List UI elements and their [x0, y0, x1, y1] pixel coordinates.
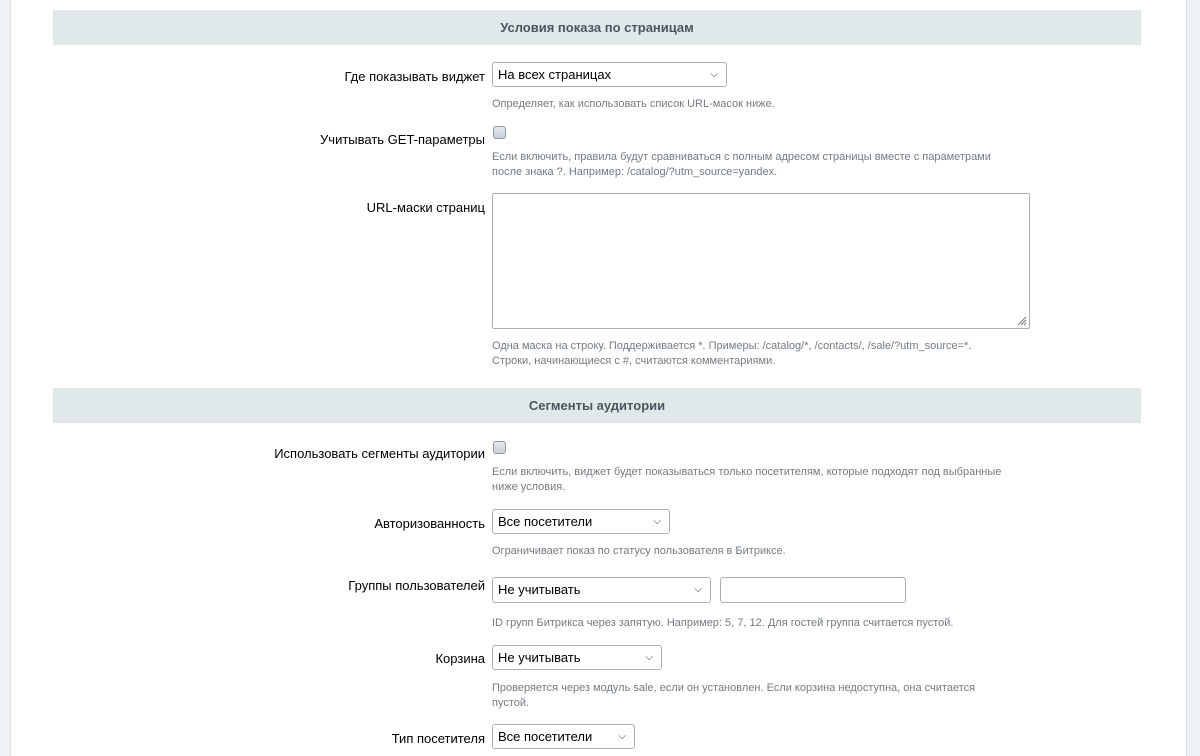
auth-label: Авторизованность: [374, 516, 485, 531]
chevron-down-icon: ⌵: [645, 652, 653, 663]
cart-select[interactable]: [492, 645, 662, 670]
auth-hint: Ограничивает показ по статусу пользователя в Битриксе.: [492, 545, 786, 557]
chevron-down-icon: ⌵: [618, 731, 626, 742]
url-masks-label: URL-маски страниц: [366, 200, 485, 215]
section-header-segments: Сегменты аудитории: [53, 388, 1141, 423]
cart-value: Не учитывать: [498, 650, 581, 665]
use-segments-checkbox[interactable]: [493, 441, 506, 454]
get-params-hint: Если включить, правила будут сравниваться с полным адресом страницы вместе с параметрами после знака ?. Например: /catalog/?utm_source=yandex.: [492, 151, 991, 178]
user-groups-hint: ID групп Битрикса через запятую. Например: 5, 7, 12. Для гостей группа считается пустой.: [492, 617, 954, 629]
use-segments-label: Использовать сегменты аудитории: [274, 446, 485, 461]
cart-label: Корзина: [435, 651, 485, 666]
settings-page: [10, 0, 1187, 756]
url-masks-textarea[interactable]: [492, 193, 1030, 329]
url-masks-hint: Одна маска на строку. Поддерживается *. Примеры: /catalog/*, /contacts/, /sale/?utm_source=*. Строки, начинающиеся с #, считаются комментариями.: [492, 340, 972, 367]
chevron-down-icon: ⌵: [710, 69, 718, 80]
visitor-type-value: Все посетители: [498, 729, 593, 744]
use-segments-hint: Если включить, виджет будет показываться только посетителям, которые подходят под выбранные ниже условия.: [492, 466, 1002, 493]
visitor-type-label: Тип посетителя: [391, 731, 485, 746]
user-groups-select[interactable]: [492, 577, 711, 603]
where-show-hint: Определяет, как использовать список URL-масок ниже.: [492, 98, 775, 110]
chevron-down-icon: ⌵: [694, 584, 702, 595]
get-params-checkbox[interactable]: [493, 126, 506, 139]
user-groups-value: Не учитывать: [498, 582, 581, 597]
visitor-type-select[interactable]: [492, 724, 635, 749]
where-show-value: На всех страницах: [498, 67, 612, 82]
section-header-pages: Условия показа по страницам: [53, 10, 1141, 45]
cart-hint: Проверяется через модуль sale, если он установлен. Если корзина недоступна, она считается пустой.: [492, 682, 976, 709]
auth-value: Все посетители: [498, 514, 593, 529]
chevron-down-icon: ⌵: [653, 516, 661, 527]
auth-select[interactable]: [492, 509, 670, 534]
resize-grip-icon[interactable]: [1017, 316, 1027, 326]
user-groups-input[interactable]: [720, 577, 906, 603]
user-groups-label: Группы пользователей: [348, 578, 485, 593]
where-show-label: Где показывать виджет: [344, 69, 485, 84]
get-params-label: Учитывать GET-параметры: [320, 132, 485, 147]
where-show-select[interactable]: [492, 62, 727, 87]
